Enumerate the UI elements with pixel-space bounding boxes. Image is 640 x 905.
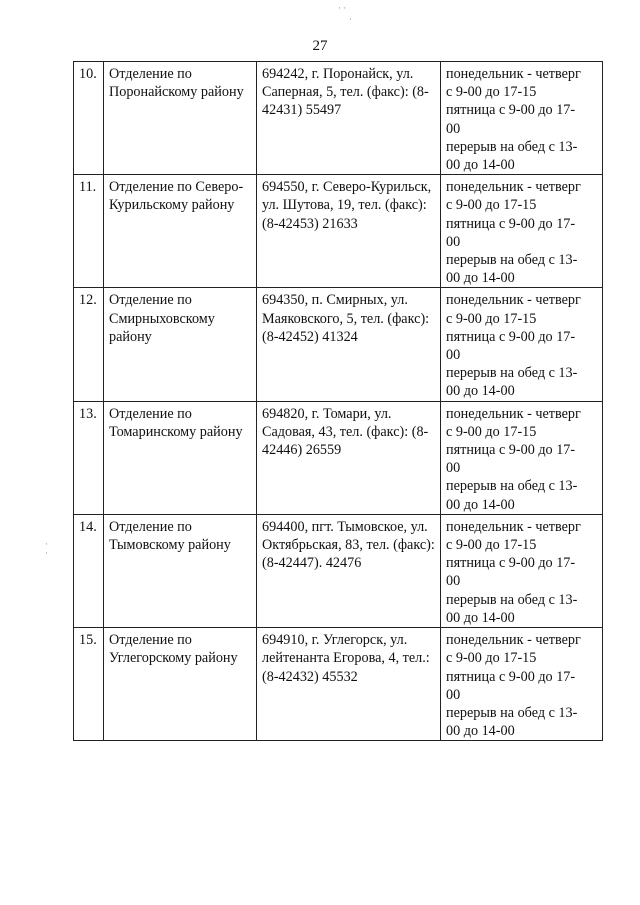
department-name: Отделение по Томаринскому району — [104, 401, 257, 514]
hours-line: с 9-00 до 17-15 — [446, 650, 537, 667]
table-row — [74, 62, 603, 175]
hours-line: перерыв на обед с 13- — [446, 138, 578, 155]
hours-line: перерыв на обед с 13- — [446, 704, 578, 721]
table-row — [74, 628, 603, 741]
hours-line: 00 до 14-00 — [446, 496, 515, 513]
scan-speck: · · — [45, 539, 48, 558]
hours-line: понедельник - четверг — [446, 632, 581, 649]
department-name: Отделение по Поронайскому району — [104, 62, 257, 175]
hours-line: с 9-00 до 17-15 — [446, 197, 537, 214]
row-number: 11. — [74, 175, 104, 288]
table-body — [74, 62, 603, 741]
hours-line: 00 — [446, 120, 461, 137]
working-hours — [441, 288, 603, 401]
table-row — [74, 288, 603, 401]
working-hours — [441, 175, 603, 288]
row-number: 15. — [74, 628, 104, 741]
row-number: 12. — [74, 288, 104, 401]
hours-line: перерыв на обед с 13- — [446, 365, 578, 382]
department-address: 694400, пгт. Тымовское, ул. Октябрьская, 83, тел. (факс): (8-42447). 42476 — [257, 514, 441, 627]
table-row — [74, 514, 603, 627]
department-address: 694820, г. Томари, ул. Садовая, 43, тел. (факс): (8-42446) 26559 — [257, 401, 441, 514]
page-number: 27 — [312, 38, 328, 54]
hours-line: 00 до 14-00 — [446, 383, 515, 400]
hours-line: понедельник - четверг — [446, 405, 581, 422]
hours-line: понедельник - четверг — [446, 518, 581, 535]
hours-line: пятница с 9-00 до 17- — [446, 215, 576, 232]
row-number: 10. — [74, 62, 104, 175]
working-hours — [441, 62, 603, 175]
scan-speck: · · — [338, 3, 347, 13]
hours-line: перерыв на обед с 13- — [446, 591, 578, 608]
department-address: 694242, г. Поронайск, ул. Саперная, 5, тел. (факс): (8-42431) 55497 — [257, 62, 441, 175]
hours-line: 00 — [446, 460, 461, 477]
hours-line: пятница с 9-00 до 17- — [446, 328, 576, 345]
hours-line: с 9-00 до 17-15 — [446, 310, 537, 327]
department-name: Отделение по Северо-Курильскому району — [104, 175, 257, 288]
hours-line: перерыв на обед с 13- — [446, 252, 578, 269]
hours-line: перерыв на обед с 13- — [446, 478, 578, 495]
row-number: 14. — [74, 514, 104, 627]
hours-line: 00 — [446, 686, 461, 703]
department-name: Отделение по Тымовскому району — [104, 514, 257, 627]
office-schedule-table — [73, 61, 603, 741]
department-address: 694910, г. Углегорск, ул. лейтенанта Егорова, 4, тел.: (8-42432) 45532 — [257, 628, 441, 741]
hours-line: понедельник - четверг — [446, 179, 581, 196]
hours-line: 00 до 14-00 — [446, 157, 515, 174]
department-name: Отделение по Смирныховскому району — [104, 288, 257, 401]
row-number: 13. — [74, 401, 104, 514]
table-row — [74, 401, 603, 514]
hours-line: с 9-00 до 17-15 — [446, 423, 537, 440]
working-hours — [441, 514, 603, 627]
department-name: Отделение по Углегорскому району — [104, 628, 257, 741]
scan-speck: · — [349, 14, 352, 24]
hours-line: пятница с 9-00 до 17- — [446, 555, 576, 572]
hours-line: понедельник - четверг — [446, 292, 581, 309]
hours-line: 00 — [446, 347, 461, 364]
working-hours — [441, 628, 603, 741]
hours-line: 00 — [446, 233, 461, 250]
working-hours — [441, 401, 603, 514]
hours-line: с 9-00 до 17-15 — [446, 84, 537, 101]
department-address: 694350, п. Смирных, ул. Маяковского, 5, тел. (факс): (8-42452) 41324 — [257, 288, 441, 401]
hours-line: 00 до 14-00 — [446, 270, 515, 287]
department-address: 694550, г. Северо-Курильск, ул. Шутова, 19, тел. (факс): (8-42453) 21633 — [257, 175, 441, 288]
hours-line: пятница с 9-00 до 17- — [446, 668, 576, 685]
hours-line: с 9-00 до 17-15 — [446, 537, 537, 554]
table-row — [74, 175, 603, 288]
hours-line: пятница с 9-00 до 17- — [446, 102, 576, 119]
hours-line: пятница с 9-00 до 17- — [446, 442, 576, 459]
hours-line: понедельник - четверг — [446, 66, 581, 82]
hours-line: 00 до 14-00 — [446, 723, 515, 740]
hours-line: 00 — [446, 573, 461, 590]
hours-line: 00 до 14-00 — [446, 609, 515, 626]
